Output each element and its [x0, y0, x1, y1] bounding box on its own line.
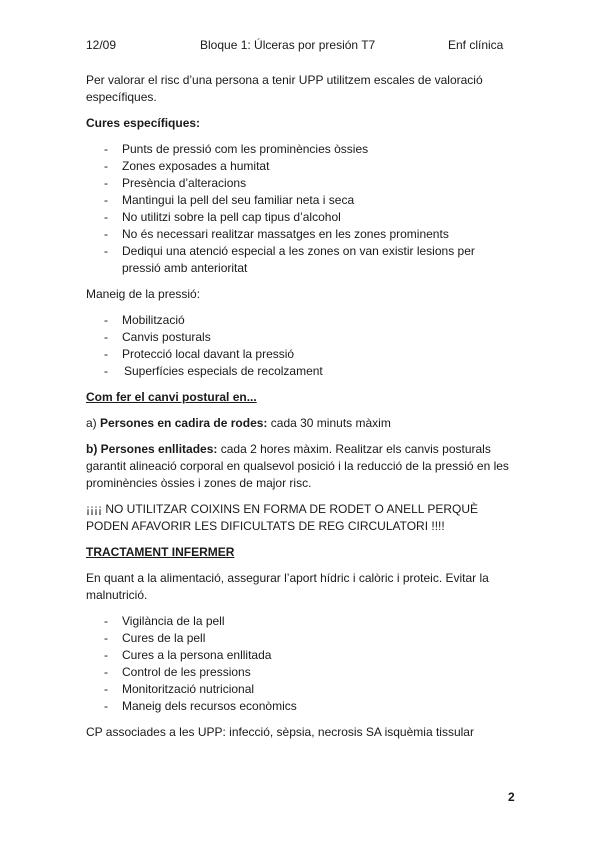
header-date: 12/09 — [86, 38, 117, 52]
list-item: - Presència d’alteracions — [86, 175, 516, 192]
warning-paragraph: ¡¡¡¡ NO UTILITZAR COIXINS EN FORMA DE RODET O ANELL PERQUÈ PODEN AFAVORIR LES DIFICULTATS DE REG CIRCULATORI !!!! — [86, 502, 479, 533]
cures-list — [86, 141, 516, 277]
canvi-b-paragraph — [86, 441, 516, 492]
list-item: - Monitorització nutricional — [86, 681, 516, 698]
list-item: - Punts de pressió com les prominències òssies — [86, 141, 516, 158]
canvi-a-paragraph — [86, 415, 516, 432]
list-item: - Mobilització — [86, 312, 516, 329]
tractament-paragraph: En quant a la alimentació, assegurar l’aport hídric i calòric i proteic. Evitar la malnutrició. — [86, 571, 489, 602]
header-subject: Enf clínica — [448, 38, 504, 52]
document-body — [86, 72, 516, 750]
list-item: - Protecció local davant la pressió — [86, 346, 516, 363]
canvi-b-bold: b) Persones enllitades: — [86, 442, 218, 456]
list-item: - No utilitzi sobre la pell cap tipus d’alcohol — [86, 209, 516, 226]
canvi-a-bold: Persones en cadira de rodes: — [100, 416, 268, 430]
tractament-heading: TRACTAMENT INFERMER — [86, 545, 235, 559]
page-header — [0, 38, 600, 54]
list-item: - Dediqui una atenció especial a les zones on van existir lesions per pressió amb anterioritat — [86, 243, 516, 277]
intro-paragraph: Per valorar el risc d’una persona a tenir UPP utilitzem escales de valoració específiques. — [86, 73, 483, 104]
canvi-a-label: a) — [86, 416, 97, 430]
maneig-heading: Maneig de la pressió: — [86, 287, 201, 301]
cp-paragraph: CP associades a les UPP: infecció, sèpsia, necrosis SA isquèmia tissular — [86, 725, 474, 739]
canvi-a-text: cada 30 minuts màxim — [270, 416, 391, 430]
list-item: - Zones exposades a humitat — [86, 158, 516, 175]
page-number: 2 — [508, 790, 515, 804]
list-item: - Cures a la persona enllitada — [86, 647, 516, 664]
header-title: Bloque 1: Úlceras por presión T7 — [200, 38, 376, 52]
canvi-heading: Com fer el canvi postural en... — [86, 390, 257, 404]
list-item: - Maneig dels recursos econòmics — [86, 698, 516, 715]
list-item: - Control de les pressions — [86, 664, 516, 681]
cures-heading: Cures específiques: — [86, 116, 201, 130]
list-item: - Cures de la pell — [86, 630, 516, 647]
list-item: - Superfícies especials de recolzament — [86, 363, 516, 380]
list-item: - No és necessari realitzar massatges en les zones prominents — [86, 226, 516, 243]
list-item: - Mantingui la pell del seu familiar neta i seca — [86, 192, 516, 209]
tractament-list — [86, 613, 516, 715]
maneig-list — [86, 312, 516, 380]
list-item: - Vigilància de la pell — [86, 613, 516, 630]
canvi-b-text: cada 2 hores màxim. Realitzar els canvis posturals garantit alineació corporal en qualsevol posició i la reducció de la pressió en les prominències òssies i zones de major risc. — [86, 442, 509, 490]
list-item: - Canvis posturals — [86, 329, 516, 346]
